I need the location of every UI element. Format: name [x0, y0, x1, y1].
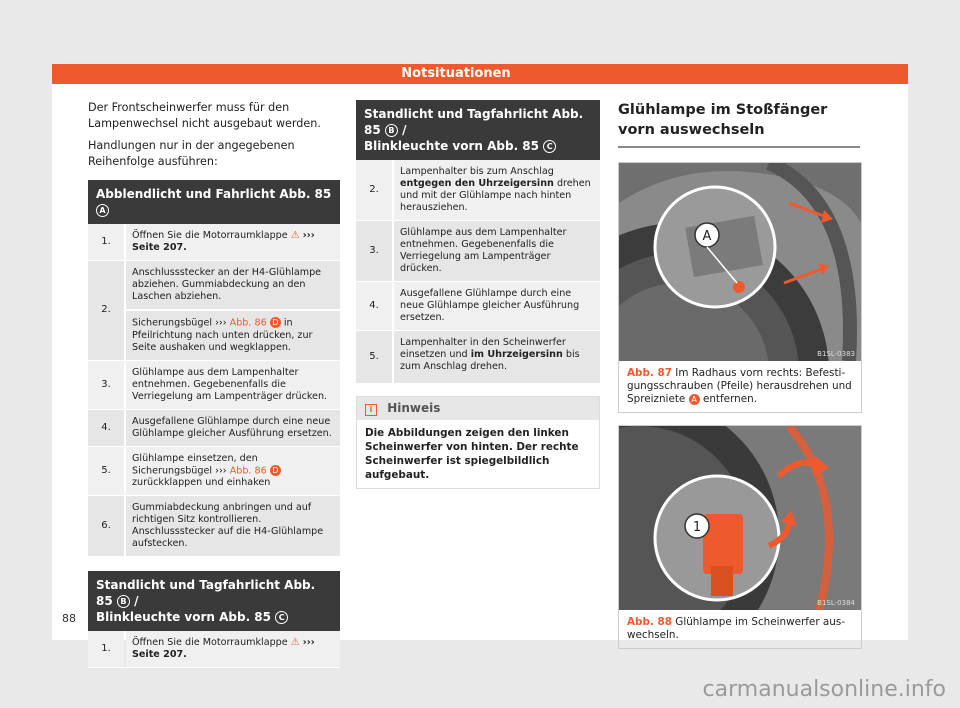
- column-2: [356, 100, 600, 489]
- figure-88-caption: [619, 610, 861, 648]
- step-text-2a: Sicherungsbügel ›››: [132, 317, 227, 329]
- watermark: carmanualsonline.info: [702, 677, 946, 702]
- step-text: Ausgefallene Glühlampe durch eine neue Glühlampe gleicher Ausführung ersetzen.: [394, 282, 600, 330]
- caption-text-end: entfernen.: [702, 393, 757, 405]
- step-text-post: drehen und mit der Glühlampe nach hinten herausziehen.: [400, 178, 591, 213]
- page-number: 88: [62, 612, 76, 625]
- step-text-2b: in Pfeilrichtung nach unten drücken, zur Seite aushaken und wegklappen.: [132, 317, 313, 353]
- step-number: 2.: [356, 160, 392, 220]
- table-row: [88, 447, 340, 497]
- step-text: [126, 631, 340, 667]
- table-row: [88, 631, 340, 668]
- step-text: Gummiabdeckung anbringen und auf richtigen Sitz kontrollieren. Anschlussstecker auf die H4-Glühlampe aufstecken.: [126, 496, 340, 556]
- callout-label: A: [702, 229, 712, 244]
- figure-87-image: [619, 163, 861, 361]
- step-multi: [126, 261, 340, 360]
- figure-code: B1SL-0384: [817, 599, 855, 607]
- step-text-end: zurückklappen und einhaken: [132, 477, 271, 488]
- table-title-line-1: Standlicht und Tagfahrlicht Abb. 85: [364, 107, 584, 137]
- table-row: [88, 361, 340, 410]
- badge-a: A: [689, 394, 700, 405]
- section-header: [52, 64, 908, 84]
- intro-paragraph-1: Der Frontscheinwerfer muss für den Lampenwechsel nicht ausgebaut werden.: [88, 101, 321, 130]
- wheel-arch-illustration: [619, 163, 861, 361]
- column-3: [618, 100, 860, 649]
- table-row: [88, 410, 340, 447]
- step-text: [394, 331, 600, 383]
- step-number: 3.: [88, 361, 124, 409]
- badge-d: D: [270, 465, 281, 476]
- fig-ref[interactable]: Abb. 86: [229, 317, 267, 329]
- step-number: 1.: [88, 224, 124, 260]
- table-abblendlicht: [88, 180, 340, 557]
- step-text-pre: Lampenhalter bis zum Anschlag: [400, 166, 554, 177]
- figure-87: [618, 162, 862, 413]
- table-row: [356, 331, 600, 384]
- step-text: [126, 447, 340, 496]
- fig-ref[interactable]: Abb. 86: [229, 465, 267, 476]
- step-number: 6.: [88, 496, 124, 556]
- table-title-line-1: Standlicht und Tagfahrlicht Abb. 85: [96, 578, 316, 608]
- step-text: Ausgefallene Glühlampe durch eine neue Glühlampe gleicher Ausführung ersetzen.: [126, 410, 340, 446]
- page-ref[interactable]: ››› Seite 207.: [132, 637, 315, 660]
- figure-number: Abb. 87: [627, 367, 672, 379]
- step-text: Glühlampe aus dem Lampenhalter entnehmen. Gegebenenfalls die Verriegelung am Lampenträger drücken.: [394, 221, 600, 281]
- ref-arrows: ›››: [215, 465, 227, 476]
- step-text-main: Öffnen Sie die Motorraumklappe: [132, 230, 288, 241]
- table-title-line-2: Blinkleuchte vorn Abb. 85: [96, 610, 272, 624]
- table-title: Standlicht und Tagfahrlicht Abb. 85 B / Blinkleuchte vorn Abb. 85 C: [88, 571, 340, 631]
- warning-icon: ⚠: [290, 230, 300, 241]
- info-icon: i: [365, 404, 377, 416]
- step-text-main: Öffnen Sie die Motorraumklappe: [132, 637, 288, 648]
- badge-a: A: [96, 204, 109, 217]
- section-heading: Glühlampe im Stoßfänger vorn auswechseln: [618, 100, 860, 148]
- page-ref[interactable]: ››› Seite 207.: [132, 230, 315, 253]
- table-row: [88, 224, 340, 261]
- step-number: 5.: [356, 331, 392, 383]
- section-title: Notsituationen: [401, 66, 511, 81]
- warning-icon: ⚠: [290, 637, 300, 648]
- table-title-line-2: Blinkleuchte vorn Abb. 85: [364, 139, 540, 153]
- badge-b: B: [117, 595, 130, 608]
- figure-88: [618, 425, 862, 649]
- intro-paragraph-2: Handlungen nur in der angegebenen Reihenfolge ausführen:: [88, 139, 295, 168]
- step-number: 1.: [88, 631, 124, 667]
- step-text-pre: Lampenhalter in den Scheinwerfer einsetzen und: [400, 337, 566, 360]
- hint-header: [357, 397, 599, 420]
- step-text: [394, 160, 600, 220]
- step-text: Glühlampe aus dem Lampenhalter entnehmen. Gegebenenfalls die Verriegelung am Lampenträger drücken.: [126, 361, 340, 409]
- step-text-post: bis zum Anschlag drehen.: [400, 349, 580, 372]
- badge-c: C: [543, 140, 556, 153]
- step-text: Anschlussstecker an der H4-Glühlampe abziehen. Gummiabdeckung an den Laschen abziehen.: [126, 261, 340, 309]
- caption-text: Im Radhaus vorn rechts: Befestigungsschrauben (Pfeile) herausdrehen und Spreizniete: [627, 367, 852, 405]
- step-text-bold: entgegen den Uhrzeigersinn: [400, 178, 554, 189]
- step-text-main: Glühlampe einsetzen, den Sicherungsbügel: [132, 452, 258, 476]
- badge-c: C: [275, 611, 288, 624]
- table-standlicht: [88, 571, 340, 668]
- table-row: [356, 221, 600, 282]
- step-text-bold: im Uhrzeigersinn: [470, 349, 563, 360]
- step-number: 2.: [88, 261, 124, 360]
- table-title: [88, 180, 340, 224]
- table-row: [356, 160, 600, 221]
- figure-number: Abb. 88: [627, 616, 672, 628]
- table-row: [88, 261, 340, 361]
- figure-88-image: [619, 426, 861, 610]
- step-number: 4.: [356, 282, 392, 330]
- callout-label: 1: [692, 520, 702, 535]
- step-number: 5.: [88, 447, 124, 496]
- hint-label: Hinweis: [387, 401, 441, 415]
- step-number: 4.: [88, 410, 124, 446]
- table-row: [88, 496, 340, 557]
- figure-code: B1SL-0383: [817, 350, 855, 358]
- headlamp-illustration: [619, 426, 861, 610]
- caption-text: Glühlampe im Scheinwerfer auswechseln.: [627, 616, 846, 641]
- column-1: [88, 100, 340, 668]
- hint-text: Die Abbildungen zeigen den linken Scheinwerfer von hinten. Der rechte Scheinwerfer ist spiegelbildlich aufgebaut.: [365, 427, 579, 481]
- badge-b: B: [385, 124, 398, 137]
- table-title: Standlicht und Tagfahrlicht Abb. 85 B / Blinkleuchte vorn Abb. 85 C: [356, 100, 600, 160]
- step-text: [126, 224, 340, 260]
- step-number: 3.: [356, 221, 392, 281]
- step-text-2: [126, 309, 340, 360]
- table-title-text: Abblendlicht und Fahrlicht Abb. 85: [96, 187, 332, 201]
- figure-87-caption: [619, 361, 861, 412]
- hint-box: [356, 396, 600, 489]
- table-row: [356, 282, 600, 331]
- badge-d: D: [270, 317, 281, 328]
